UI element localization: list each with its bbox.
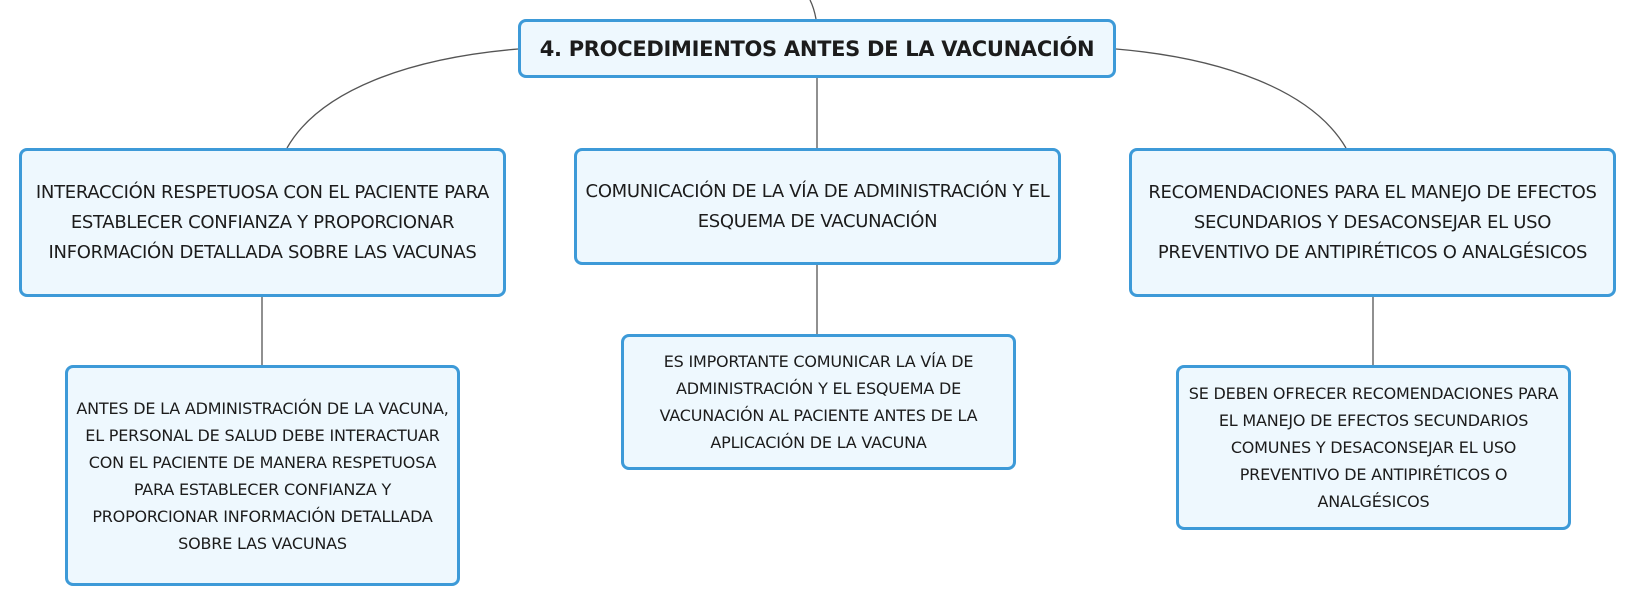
detail-node-side-effects[interactable] [1176, 365, 1571, 530]
connector-root-to-branch-1 [287, 49, 518, 148]
detail-node-text: SE DEBEN OFRECER RECOMENDACIONES PARA EL MANEJO DE EFECTOS SECUNDARIOS COMUNES Y DESACONSEJAR EL USO PREVENTIVO DE ANTIPIRÉTICOS O ANALGÉSICOS [1188, 384, 1559, 511]
branch-topic-label: INTERACCIÓN RESPETUOSA CON EL PACIENTE PARA ESTABLECER CONFIANZA Y PROPORCIONAR INFORMACIÓN DETALLADA SOBRE LAS VACUNAS [35, 181, 490, 263]
branch-topic-label: RECOMENDACIONES PARA EL MANEJO DE EFECTOS SECUNDARIOS Y DESACONSEJAR EL USO PREVENTIVO DE ANTIPIRÉTICOS O ANALGÉSICOS [1148, 181, 1597, 263]
connector-root-to-branch-3 [1116, 49, 1346, 148]
branch-topic-respectful-interaction[interactable] [19, 148, 506, 297]
branch-topic-administration-route[interactable] [574, 148, 1061, 265]
detail-node-text: ES IMPORTANTE COMUNICAR LA VÍA DE ADMINISTRACIÓN Y EL ESQUEMA DE VACUNACIÓN AL PACIENTE ANTES DE LA APLICACIÓN DE LA VACUNA [659, 352, 978, 452]
connector-parent-to-root [810, 0, 816, 19]
root-topic-title: 4. PROCEDIMIENTOS ANTES DE LA VACUNACIÓN [539, 36, 1095, 61]
branch-topic-side-effects[interactable] [1129, 148, 1616, 297]
root-topic-node[interactable] [518, 19, 1116, 78]
detail-node-administration-route[interactable] [621, 334, 1016, 470]
detail-node-text: ANTES DE LA ADMINISTRACIÓN DE LA VACUNA, EL PERSONAL DE SALUD DEBE INTERACTUAR CON EL PACIENTE DE MANERA RESPETUOSA PARA ESTABLECER CONFIANZA Y PROPORCIONAR INFORMACIÓN DETALLADA SOBRE LAS VACUNAS [76, 398, 449, 553]
detail-node-respectful-interaction[interactable] [65, 365, 460, 586]
branch-topic-label: COMUNICACIÓN DE LA VÍA DE ADMINISTRACIÓN Y EL ESQUEMA DE VACUNACIÓN [585, 180, 1050, 232]
